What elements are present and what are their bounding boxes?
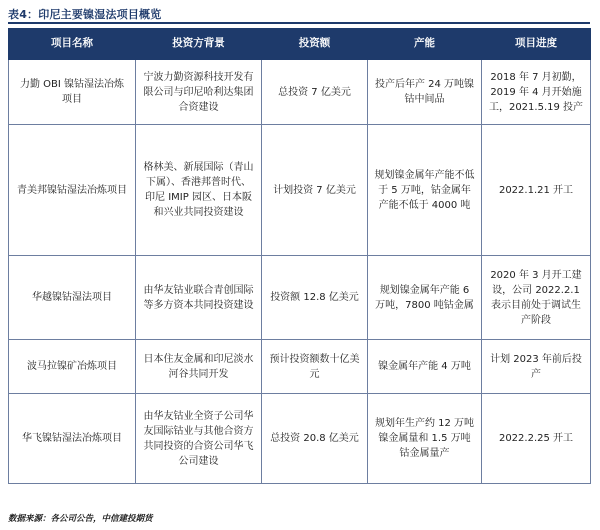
cell-project-name: 力勤 OBI 镍钴湿法冶炼项目	[9, 60, 136, 125]
cell-investor: 宁波力勤资源科技开发有限公司与印尼哈利达集团合资建设	[136, 60, 262, 125]
data-source-note: 数据来源：各公司公告，中信建投期货	[8, 514, 153, 524]
cell-amount: 预计投资额数十亿美元	[262, 340, 368, 394]
table-row	[9, 340, 591, 394]
cell-investor: 由华友钴业联合青创国际等多方资本共同投资建设	[136, 256, 262, 340]
cell-capacity: 规划年生产约 12 万吨镍金属量和 1.5 万吨钴金属量产	[368, 394, 482, 484]
table-row	[9, 125, 591, 256]
table-row	[9, 256, 591, 340]
cell-amount: 总投资 7 亿美元	[262, 60, 368, 125]
cell-progress: 2022.2.25 开工	[482, 394, 591, 484]
cell-progress: 2020 年 3 月开工建设，公司 2022.2.1 表示目前处于调试生产阶段	[482, 256, 591, 340]
table-header-row	[9, 29, 591, 60]
cell-progress: 2018 年 7 月初勤，2019 年 4 月开始施工，2021.5.19 投产	[482, 60, 591, 125]
col-header-progress: 项目进度	[482, 29, 591, 60]
cell-capacity: 规划镍金属年产能 6 万吨，7800 吨钴金属	[368, 256, 482, 340]
cell-amount: 总投资 20.8 亿美元	[262, 394, 368, 484]
cell-progress: 计划 2023 年前后投产	[482, 340, 591, 394]
col-header-project-name: 项目名称	[9, 29, 136, 60]
cell-project-name: 青美邦镍钴湿法冶炼项目	[9, 125, 136, 256]
cell-amount: 投资额 12.8 亿美元	[262, 256, 368, 340]
col-header-investor: 投资方背景	[136, 29, 262, 60]
cell-capacity: 镍金属年产能 4 万吨	[368, 340, 482, 394]
cell-project-name: 华飞镍钴湿法冶炼项目	[9, 394, 136, 484]
cell-investor: 由华友钴业全资子公司华友国际钴业与其他合资方共同投资的合资公司华飞公司建设	[136, 394, 262, 484]
table-row	[9, 394, 591, 484]
cell-investor: 格林美、新展国际（青山下属）、香港邦普时代、印尼 IMIP 园区、日本阪和兴业共同投资建设	[136, 125, 262, 256]
cell-project-name: 波马拉镍矿冶炼项目	[9, 340, 136, 394]
table-caption: 表4：印尼主要镍湿法项目概览	[8, 8, 162, 21]
col-header-capacity: 产能	[368, 29, 482, 60]
cell-capacity: 规划镍金属年产能不低于 5 万吨，钴金属年产能不低于 4000 吨	[368, 125, 482, 256]
projects-table	[8, 28, 591, 484]
cell-capacity: 投产后年产 24 万吨镍钴中间品	[368, 60, 482, 125]
cell-project-name: 华越镍钴湿法项目	[9, 256, 136, 340]
cell-progress: 2022.1.21 开工	[482, 125, 591, 256]
cell-investor: 日本住友金属和印尼淡水河谷共同开发	[136, 340, 262, 394]
table-row	[9, 60, 591, 125]
caption-rule	[8, 22, 590, 24]
cell-amount: 计划投资 7 亿美元	[262, 125, 368, 256]
col-header-amount: 投资额	[262, 29, 368, 60]
